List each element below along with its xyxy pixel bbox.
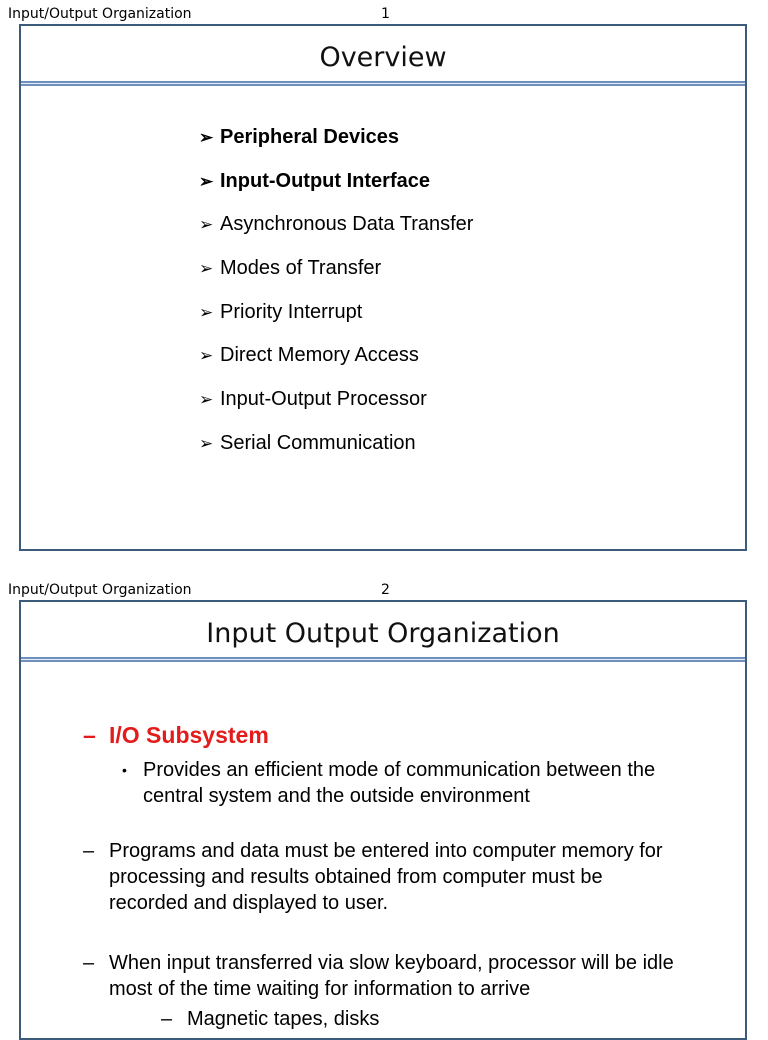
list-item-label: Modes of Transfer <box>220 257 382 280</box>
sub-item-text: Magnetic tapes, disks <box>187 1008 380 1030</box>
header-title: Input/Output Organization <box>8 582 192 598</box>
arrow-bullet-icon: ➢ <box>199 171 214 191</box>
list-item <box>199 297 473 341</box>
arrow-bullet-icon: ➢ <box>199 390 214 410</box>
text-line: Provides an efficient mode of communication between the <box>143 759 656 781</box>
arrow-bullet-icon: ➢ <box>199 346 214 366</box>
slide-title: Overview <box>319 42 447 73</box>
title-divider <box>21 657 745 662</box>
dash-bullet-icon: – <box>83 722 96 748</box>
text-line: Programs and data must be entered into computer memory for <box>109 840 663 862</box>
page-header-2 <box>8 581 408 599</box>
text-line: recorded and displayed to user. <box>109 892 389 914</box>
dash-bullet-icon: – <box>83 952 95 974</box>
list-item-label: Asynchronous Data Transfer <box>220 213 474 236</box>
title-divider <box>21 81 745 86</box>
subsystem-bullet-text <box>143 757 655 809</box>
dot-bullet-icon: • <box>122 762 127 778</box>
list-item-label: Peripheral Devices <box>220 126 399 148</box>
slide-overview <box>19 24 747 551</box>
text-line: When input transferred via slow keyboard, processor will be idle <box>109 952 674 974</box>
list-item <box>199 340 473 384</box>
sub-item-magnetic-tapes <box>161 1006 561 1036</box>
arrow-bullet-icon: ➢ <box>199 433 214 453</box>
list-item <box>199 253 473 297</box>
list-item <box>199 209 473 253</box>
text-line: processing and results obtained from computer must be <box>109 866 603 888</box>
header-title: Input/Output Organization <box>8 6 192 22</box>
page-number: 1 <box>381 6 390 22</box>
dash-bullet-icon: – <box>161 1008 173 1030</box>
list-item <box>199 384 473 428</box>
text-line: most of the time waiting for information to arrive <box>109 978 531 1000</box>
list-item-label: Priority Interrupt <box>220 300 363 323</box>
arrow-bullet-icon: ➢ <box>199 302 214 322</box>
paragraph-text <box>109 838 663 916</box>
arrow-bullet-icon: ➢ <box>199 128 214 147</box>
list-item <box>199 122 473 166</box>
overview-list <box>199 122 473 472</box>
text-line: central system and the outside environment <box>143 785 530 807</box>
list-item <box>199 428 473 472</box>
list-item-label: Direct Memory Access <box>220 344 419 367</box>
list-item <box>199 166 473 210</box>
list-item-label: Input-Output Interface <box>220 169 430 192</box>
subsystem-heading <box>83 720 383 750</box>
list-item-label: Input-Output Processor <box>220 388 427 411</box>
dash-bullet-icon: – <box>83 840 95 862</box>
subsystem-heading-text: I/O Subsystem <box>109 722 269 748</box>
list-item-label: Serial Communication <box>220 431 416 454</box>
slide-title: Input Output Organization <box>206 618 560 649</box>
paragraph-text <box>109 950 674 1002</box>
slide-io-organization <box>19 600 747 1040</box>
paragraph-slow-keyboard <box>83 950 743 1006</box>
paragraph-programs-data <box>83 838 743 918</box>
page-number: 2 <box>381 582 390 598</box>
subsystem-bullet <box>122 757 722 813</box>
arrow-bullet-icon: ➢ <box>199 215 214 235</box>
page-header-1 <box>8 5 408 23</box>
arrow-bullet-icon: ➢ <box>199 259 214 279</box>
